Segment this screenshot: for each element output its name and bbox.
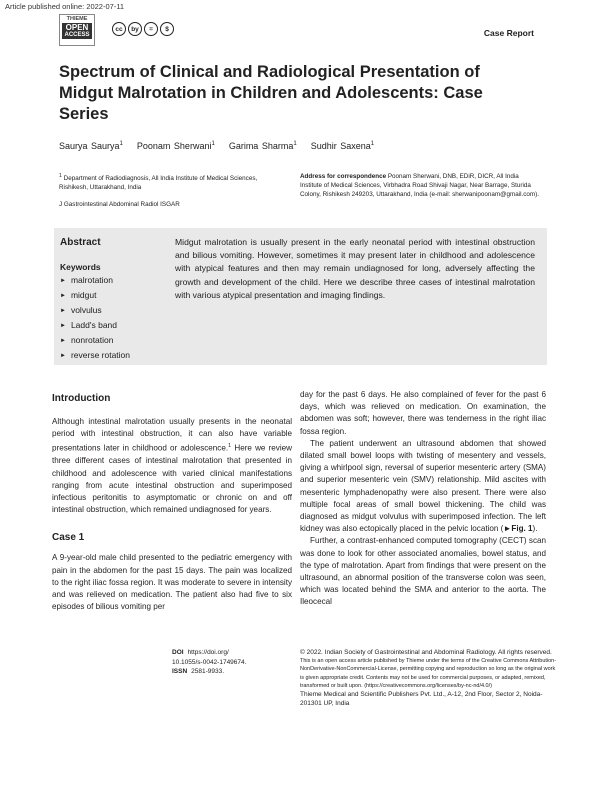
logo-line1: THIEME	[66, 16, 88, 22]
correspondence	[300, 172, 542, 199]
author-name[interactable]: Saurya Saurya	[59, 141, 120, 151]
right-text-3: Further, a contrast-enhanced computed tomography (CECT) scan was done to look for other associated anomalies, bowel status, and the type of malrotation. Apart from findings that were present on the ultrasound, an abnormal position of the transverse colon was seen, which was located behind the SMA and anterior to the aorta. The Ileocecal	[300, 536, 546, 607]
doi-block	[172, 648, 246, 677]
affiliation-sup: 1	[59, 173, 62, 179]
author-sup: 1	[119, 141, 123, 147]
keyword-item[interactable]: ► nonrotation	[60, 334, 130, 349]
author-list	[59, 141, 374, 151]
introduction-paragraph	[52, 416, 292, 516]
logo-line3: ACCESS	[62, 32, 92, 39]
affiliation	[59, 172, 274, 192]
journal-reference: J Gastrointestinal Abdominal Radiol ISGAR	[59, 201, 180, 208]
left-column	[52, 393, 292, 613]
right-text-2a: The patient underwent an ultrasound abdomen that showed dilated small bowel loops with twisting of mesentery and vessels, giving a whirlpool sign, reversal of superior mesenteric artery (SMA) and superior mesenteric vein (SMV) relationship. Mild ascites with mesenteric lymphadenopathy were also present. There were also multiple focal areas of small bowel thickening. The child was diagnosed as midgut volvulus with superimposed infection. The left kidney was also ectopically placed in the pelvic location (	[300, 438, 546, 534]
issn-value: 2581-9933.	[191, 668, 225, 675]
nd-icon: =	[144, 22, 158, 36]
copyright-text: © 2022. Indian Society of Gastrointestinal and Abdominal Radiology. All rights reserved.	[300, 649, 552, 656]
abstract-text: Midgut malrotation is usually present in the early neonatal period with intestinal obstruction and bilious vomiting. However, sometimes it may present later in childhood and adolescence with atypical features and then may remain undiagnosed for long, adversely affecting the growth and development of the child. Here we describe three cases of intestinal malrotation with various atypical presentation and imaging findings.	[175, 237, 535, 300]
right-column	[300, 389, 546, 609]
correspondence-text: Poonam Sherwani, DNB, EDiR, DICR, All India Institute of Medical Sciences, Virbhadra Road Shivaji Nagar, Near Barrage, Sturida Colony, Rishikesh 249203, Uttarakhand, India (e-mail: sherwanipoonam@gmail.com).	[300, 173, 540, 198]
right-paragraph-1: day for the past 6 days. He also complained of fever for the past 6 days, which was relieved on medication. On examination, the abdomen was soft; however, there was tenderness in the right iliac fossa region.	[300, 390, 546, 436]
author-sup: 1	[211, 141, 215, 147]
case1-paragraph: A 9-year-old male child presented to the pediatric emergency with pain in the abdomen for the past 15 days. The pain was localized to the right iliac fossa region. It was moderate to severe in intensity and was relieved on medication. The patient also had five to six episodes of bilious vomiting per	[52, 553, 292, 612]
author-sup: 1	[370, 141, 375, 147]
doi-link[interactable]: https://doi.org/	[187, 649, 229, 656]
affiliation-text: Department of Radiodiagnosis, All India Institute of Medical Sciences, Rishikesh, Uttarakhand, India	[59, 175, 258, 192]
correspondence-label: Address for correspondence	[300, 173, 387, 180]
cc-icon: cc	[112, 22, 126, 36]
right-paragraph-2	[300, 438, 546, 536]
logo-line2: OPEN	[62, 23, 92, 32]
license-text: This is an open access article published by Thieme under the terms of the Creative Commons Attribution-NonDerivative-NonCommercial-License, permitting copying and reproduction so long as the original work is given appropriate credit. Contents may not be used for commercial purposes, or adapted, remixed, transformed or built upon. (https://creativecommons.org/licenses/by-nc-nd/4.0/)	[300, 658, 557, 689]
abstract-heading: Abstract	[60, 237, 101, 248]
copyright-block	[300, 648, 560, 708]
author-sup: 1	[293, 141, 297, 147]
keyword-item[interactable]: ► reverse rotation	[60, 349, 130, 364]
case1-heading: Case 1	[52, 532, 85, 544]
author-name[interactable]: Poonam Sherwani	[136, 141, 212, 151]
doi-number[interactable]: 10.1055/s-0042-1749674.	[172, 658, 247, 666]
author-name[interactable]: Garima Sharma	[228, 141, 294, 151]
keyword-item[interactable]: ► malrotation	[60, 274, 130, 289]
keyword-item[interactable]: ► midgut	[60, 289, 130, 304]
intro-text-2: Here we review three different cases of intestinal malrotation that presented in childhood and adolescence with varied clinical manifestations ranging from acute intestinal obstruction and superimposed infectious peritonitis to asymptomatic or chronic on and off intestinal obstruction, which remained undiagnosed for years.	[52, 444, 292, 515]
creative-commons-badge[interactable]	[112, 22, 174, 36]
thieme-open-access-logo[interactable]	[59, 14, 95, 46]
citation-sup[interactable]: 1	[228, 443, 232, 450]
right-paragraph-3	[300, 535, 546, 608]
intro-text-1: Although intestinal malrotation usually presents in the neonatal period with intestinal obstruction, it can also have variable presentations later in childhood or adolescence.	[52, 417, 292, 454]
doi-label: DOI	[172, 649, 184, 656]
article-title: Spectrum of Clinical and Radiological Presentation of Midgut Malrotation in Children and Adolescents: Case Series	[59, 63, 483, 123]
keyword-item[interactable]: ► volvulus	[60, 304, 130, 319]
keyword-item[interactable]: ► Ladd's band	[60, 319, 130, 334]
published-date: Article published online: 2022-07-11	[5, 2, 125, 11]
introduction-heading: Introduction	[52, 393, 111, 404]
publisher-text: Thieme Medical and Scientific Publishers Pvt. Ltd., A-12, 2nd Floor, Sector 2, Noida-201301 UP, India	[300, 691, 543, 708]
right-text-2b: ).	[532, 524, 538, 534]
article-type: Case Report	[483, 28, 534, 38]
by-icon: by	[128, 22, 142, 36]
keyword-list	[60, 274, 130, 364]
author-name[interactable]: Sudhir Saxena	[310, 141, 371, 151]
nc-icon: $	[160, 22, 174, 36]
issn-label: ISSN	[172, 668, 188, 675]
keywords-heading: Keywords	[60, 262, 101, 272]
figure-link[interactable]: ►Fig. 1	[503, 524, 533, 534]
